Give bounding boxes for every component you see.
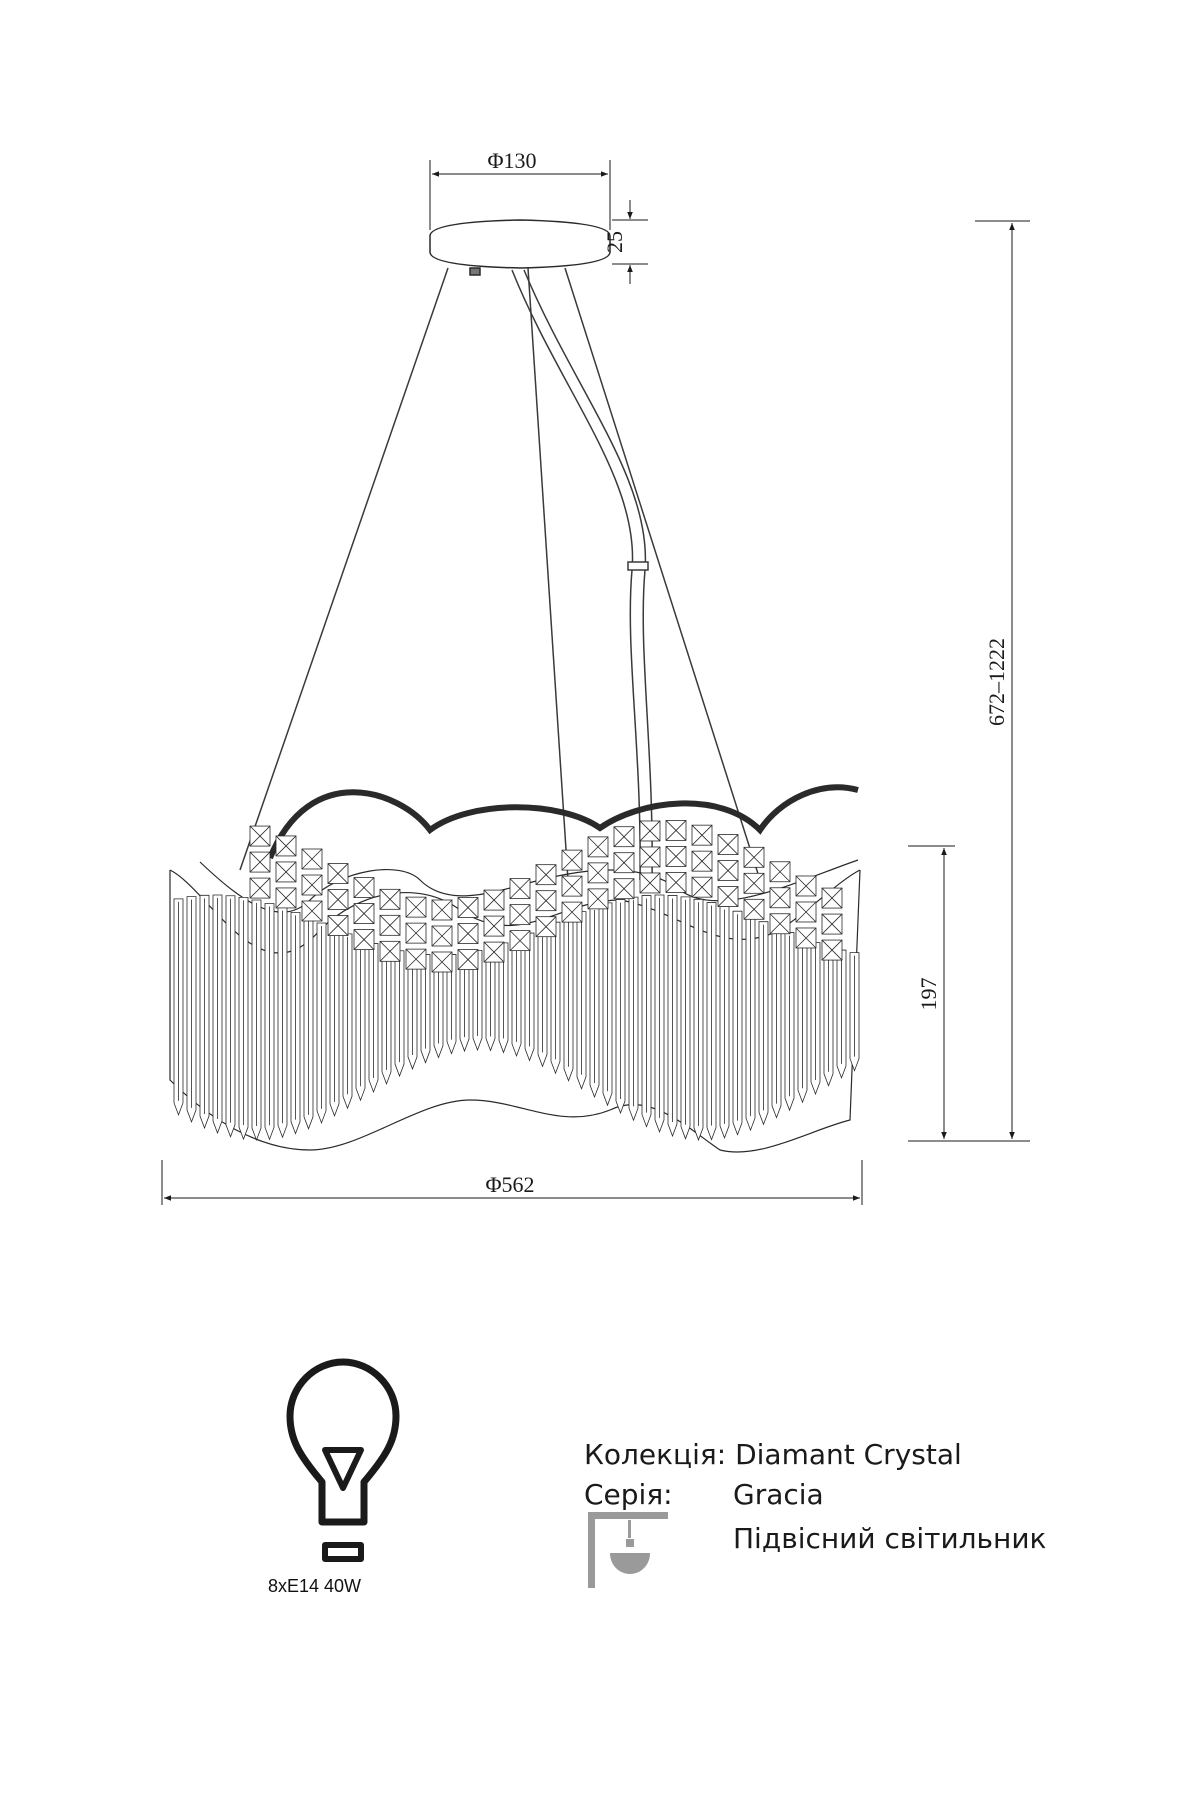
- collection-value: Diamant Crystal: [735, 1438, 962, 1471]
- light-bulb-icon: [290, 1362, 396, 1559]
- collection-label: Колекція:: [584, 1438, 727, 1471]
- body-height-label: 197: [916, 977, 941, 1011]
- collection-row: [584, 1438, 962, 1471]
- series-label: Серія:: [584, 1478, 673, 1511]
- canopy-diameter-label: Φ130: [487, 148, 537, 173]
- series-value: Gracia: [733, 1478, 824, 1511]
- pendant-lamp-icon: [588, 1512, 668, 1588]
- lamp-spec-label: 8xE14 40W: [268, 1576, 362, 1596]
- ceiling-canopy: [430, 220, 610, 275]
- canopy-height-label: 25: [602, 231, 627, 253]
- product-type-label: Підвісний світильник: [733, 1522, 1047, 1555]
- total-height-label: 672–1222: [984, 638, 1009, 726]
- suspension-cables: [240, 268, 760, 880]
- body-diameter-label: Φ562: [485, 1172, 535, 1197]
